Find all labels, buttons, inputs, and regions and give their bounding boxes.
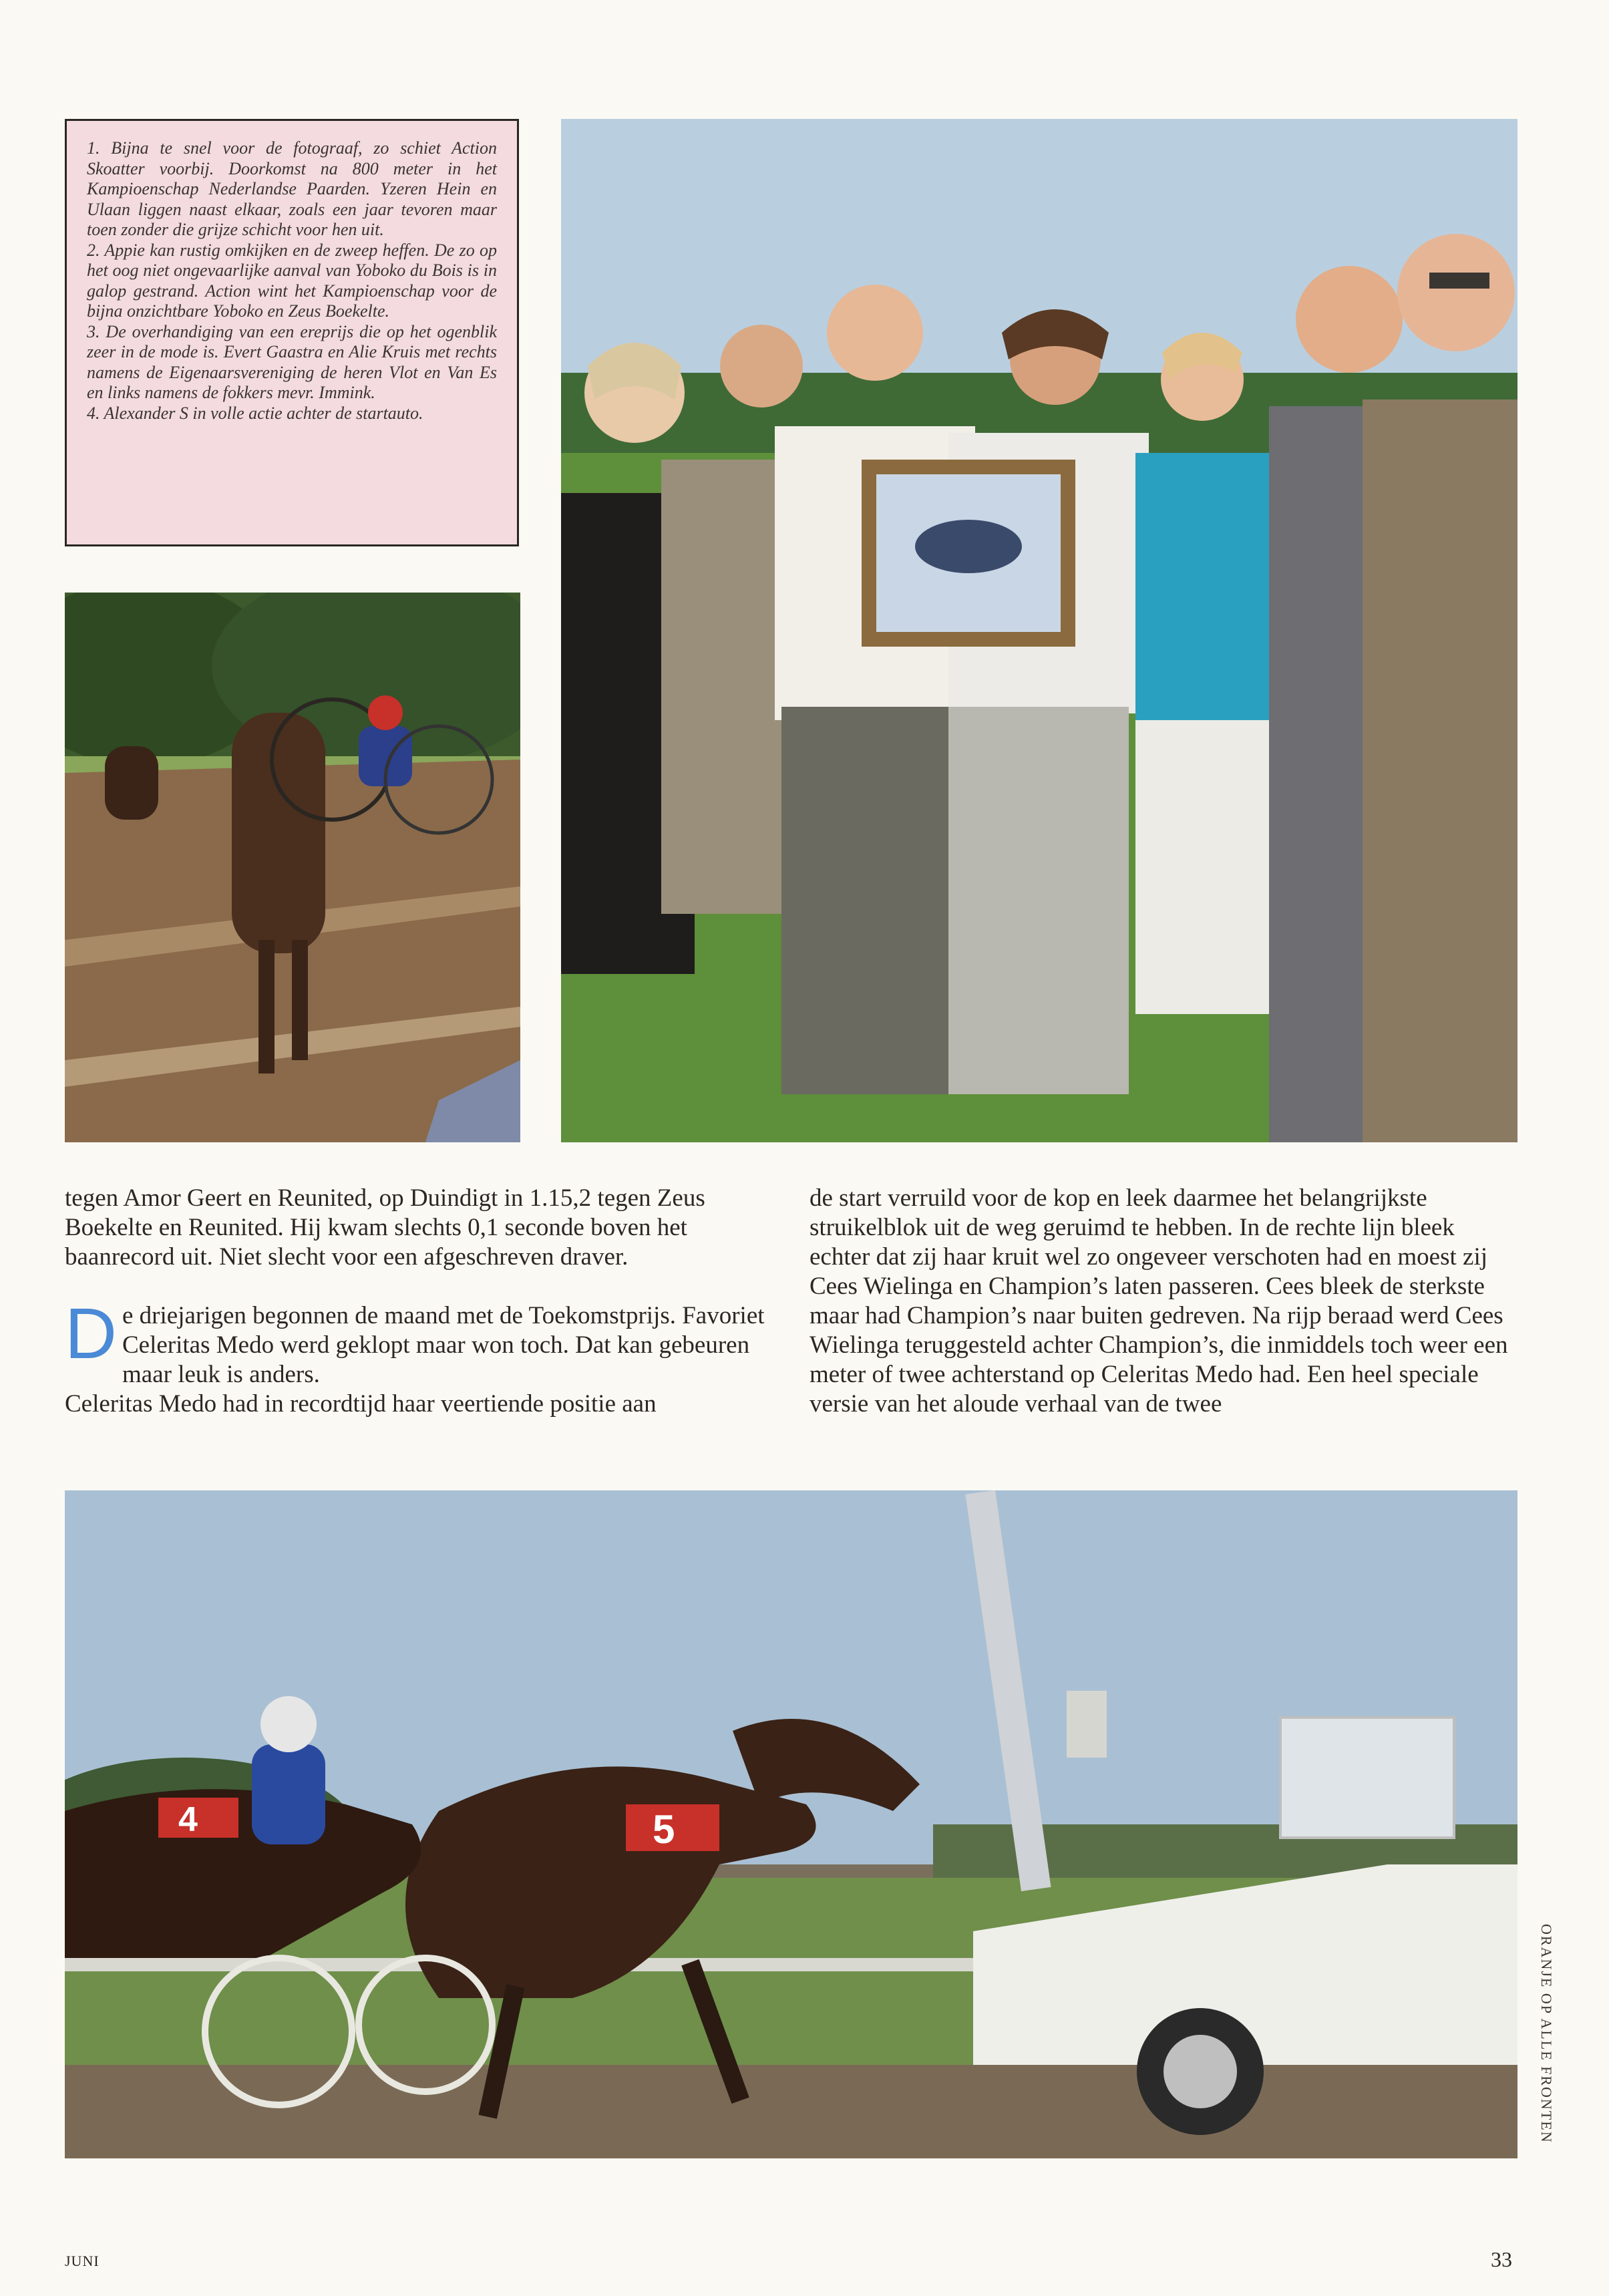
article-left-para-2 (65, 1293, 771, 1389)
caption-3: 3. De overhandiging van een ereprijs die op het ogenblik zeer in de mode is. Evert Gaastra en Alie Kruis met rechts namens de Eigenaarsvereniging de heren Vlot en Van Es en links namens de fokkers mevr. Immink. (87, 321, 497, 402)
photo-prize-presentation (561, 119, 1517, 1142)
caption-4: 4. Alexander S in volle actie achter de startauto. (87, 403, 423, 423)
caption-2: 2. Appie kan rustig omkijken en de zweep heffen. De zo op het oog niet ongevaarlijke aanval van Yoboko du Bois is in galop gestrand. Action wint het Kampioenschap voor de bijna onzichtbare Yoboko en Zeus Boekelte. (87, 240, 497, 321)
article-left-para-2-text: e driejarigen begonnen de maand met de Toekomstprijs. Favoriet Celeritas Medo werd geklopt maar won toch. Dat kan gebeuren maar leuk is anders. (122, 1302, 765, 1388)
article-left-para-1: tegen Amor Geert en Reunited, op Duindigt in 1.15,2 tegen Zeus Boekelte en Reunited. Hij kwam slechts 0,1 seconde boven het baanrecord uit. Niet slecht voor een afgeschreven draver. (65, 1184, 705, 1271)
page-number: 33 (1491, 2247, 1512, 2271)
section-side-label: ORANJE OP ALLE FRONTEN (1538, 1924, 1555, 2144)
saddle-number-4: 4 (178, 1800, 198, 1839)
article-left-para-3: Celeritas Medo had in recordtijd haar veertiende positie aan (65, 1390, 657, 1418)
race-track-image (65, 593, 520, 1142)
dropcap: D (65, 1293, 117, 1373)
prize-presentation-image (561, 119, 1517, 1142)
article-right-column (810, 1184, 1517, 1464)
saddle-number-5: 5 (653, 1807, 675, 1852)
caption-box (65, 119, 519, 546)
start-car-image (65, 1490, 1517, 2158)
photo-race-track (65, 593, 520, 1142)
caption-1: 1. Bijna te snel voor de fotograaf, zo schiet Action Skoatter voorbij. Doorkomst na 800 meter in het Kampioenschap Nederlandse Paarden. Yzeren Hein en Ulaan liggen naast elkaar, zoals een jaar tevoren maar toen zonder die grijze schicht voor hen uit. (87, 138, 497, 239)
article-left-column (65, 1184, 771, 1464)
photo-start-car (65, 1490, 1517, 2158)
footer-month: JUNI (65, 2253, 100, 2269)
article-right-para: de start verruild voor de kop en leek daarmee het belangrijkste struikelblok uit de weg geruimd te hebben. In de rechte lijn bleek echter dat zij haar kruit wel zo ongeveer verschoten had en moest zij Cees Wielinga en Champion’s laten passeren. Cees bleek de sterkste maar had Champion’s naar buiten gedreven. Na rijp beraad werd Cees Wielinga teruggesteld achter Champion’s, die inmiddels toch weer een meter of twee achterstand op Celeritas Medo had. Een heel speciale versie van het aloude verhaal van de twee (810, 1184, 1508, 1418)
